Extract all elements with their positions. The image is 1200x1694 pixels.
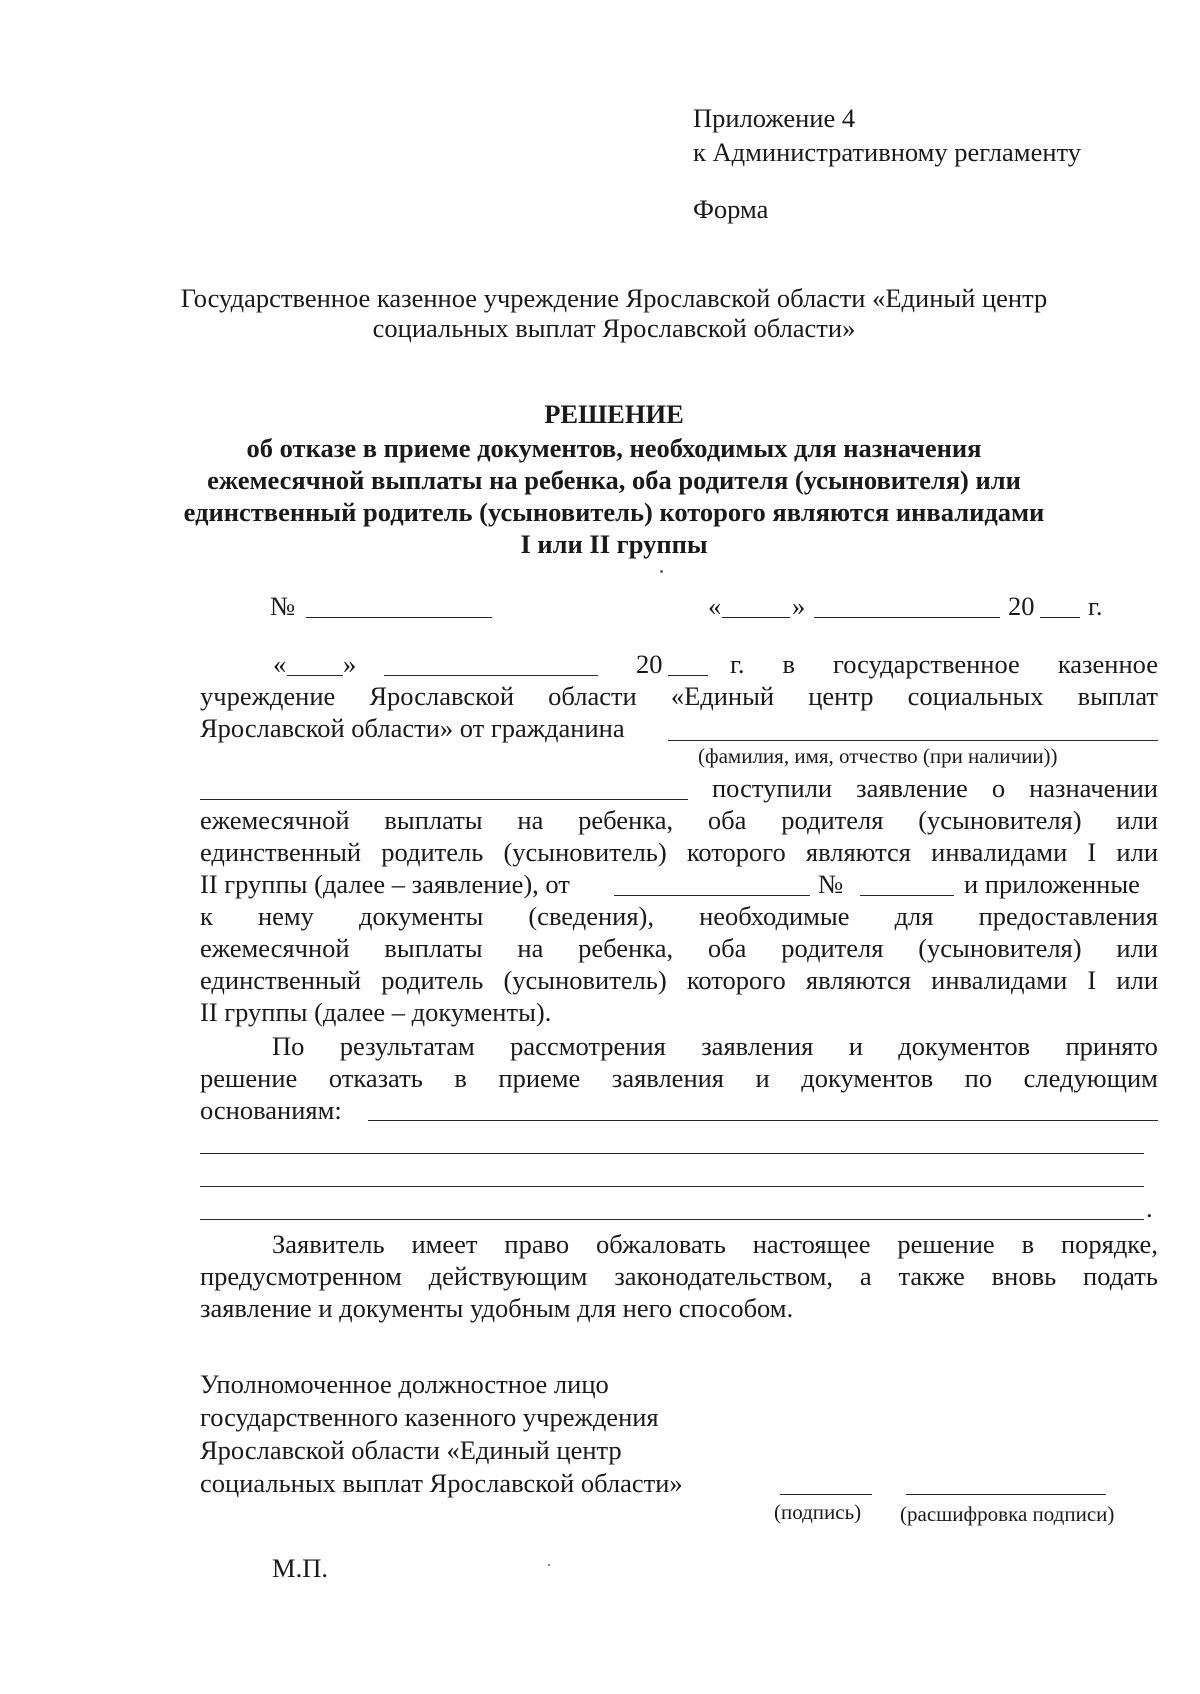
p1-line-7-a: II группы (далее – заявление), от — [200, 869, 570, 899]
number-sign: № — [270, 591, 296, 621]
word: назначении — [1029, 773, 1158, 803]
p1-line-9 — [200, 932, 1158, 964]
word: к — [200, 901, 213, 931]
receipt-day-field[interactable] — [287, 675, 343, 676]
decision-title: РЕШЕНИЕ — [544, 399, 684, 429]
p1-line-4 — [712, 772, 1158, 804]
word: нему — [257, 901, 314, 931]
word: г. — [730, 649, 745, 679]
p3-line-2 — [200, 1260, 1158, 1292]
word: приеме — [498, 1063, 581, 1093]
applicant-name-field-continued[interactable] — [200, 799, 688, 800]
word: законодательством, — [614, 1261, 834, 1291]
word: порядке, — [1060, 1229, 1158, 1259]
p2-line-2 — [200, 1062, 1158, 1094]
word: или — [1116, 933, 1158, 963]
word: на — [517, 933, 544, 963]
appendix-number: Приложение 4 — [693, 103, 856, 133]
word: имеет — [411, 1229, 478, 1259]
word: предусмотренном — [200, 1261, 402, 1291]
word: центр — [808, 681, 874, 711]
signature-field[interactable] — [780, 1494, 872, 1495]
year-prefix: 20 — [1008, 591, 1035, 621]
word: по — [964, 1063, 993, 1093]
official-line-2: государственного казенного учреждения — [200, 1402, 659, 1432]
word: ежемесячной — [200, 805, 350, 835]
word: а — [859, 1261, 872, 1291]
word: ребенка, — [578, 933, 674, 963]
signature-decode-field[interactable] — [906, 1494, 1106, 1495]
official-line-4: социальных выплат Ярославской области» — [200, 1468, 683, 1498]
word: поступили — [712, 773, 833, 803]
word: Заявитель — [272, 1229, 385, 1259]
decision-subtitle-3: единственный родитель (усыновитель) которого являются инвалидами — [183, 497, 1045, 527]
word: действующим — [428, 1261, 588, 1291]
p1-line-11: II группы (далее – документы). — [200, 997, 552, 1027]
p2-line-1 — [272, 1030, 1158, 1062]
word: или — [1116, 805, 1158, 835]
word: отказать — [328, 1063, 423, 1093]
p1-line-5 — [200, 804, 1158, 836]
word: в — [454, 1063, 467, 1093]
word: учреждение — [200, 681, 336, 711]
decision-subtitle-1: об отказе в приеме документов, необходимых для назначения — [246, 433, 982, 463]
word: По — [272, 1031, 305, 1061]
signature-decode-caption: (расшифровка подписи) — [900, 1502, 1115, 1526]
word: области — [548, 681, 637, 711]
word: подать — [1083, 1261, 1158, 1291]
word: в — [1021, 1229, 1035, 1259]
official-line-3: Ярославской области «Единый центр — [200, 1435, 622, 1465]
application-number-sign: № — [818, 869, 844, 899]
rejection-reasons-field-1[interactable] — [368, 1120, 1158, 1121]
word: принято — [1065, 1031, 1158, 1061]
application-date-field[interactable] — [614, 895, 810, 896]
signature-caption: (подпись) — [774, 1500, 862, 1524]
rejection-reasons-end: . — [1146, 1193, 1153, 1223]
word: для — [894, 901, 934, 931]
form-label: Форма — [693, 194, 769, 224]
word: предоставления — [978, 901, 1158, 931]
p1-line-1-tail — [730, 648, 1158, 680]
p1-line-7-b: и приложенные — [964, 869, 1140, 899]
decision-subtitle-4: I или II группы — [520, 529, 708, 559]
word: право — [504, 1229, 570, 1259]
word: социальных — [907, 681, 1044, 711]
word: о — [991, 773, 1006, 803]
institution-line-1: Государственное казенное учреждение Ярославской области «Единый центр — [180, 283, 1048, 313]
scan-speck — [660, 570, 663, 573]
receipt-month-field[interactable] — [384, 675, 598, 676]
word: государственное — [833, 649, 1020, 679]
word: казенное — [1057, 649, 1158, 679]
word: ежемесячной — [200, 933, 350, 963]
word: результатам — [339, 1031, 475, 1061]
word: решение — [897, 1229, 995, 1259]
word: (усыновителя) — [918, 805, 1082, 835]
word: оба — [707, 933, 747, 963]
word: следующим — [1023, 1063, 1158, 1093]
decision-month-field[interactable] — [814, 617, 1000, 618]
p1-year-prefix: 20 — [636, 649, 663, 679]
p1-line-3: Ярославской области» от гражданина — [200, 713, 625, 743]
stamp-place: М.П. — [272, 1553, 328, 1583]
word: и — [848, 1031, 863, 1061]
word: необходимые — [699, 901, 850, 931]
year-suffix: г. — [1088, 591, 1103, 621]
word: решение — [200, 1063, 298, 1093]
word: вновь — [991, 1261, 1057, 1291]
application-number-field[interactable] — [860, 895, 954, 896]
word: (сведения), — [528, 901, 654, 931]
word: оба — [707, 805, 747, 835]
word: на — [517, 805, 544, 835]
rejection-reasons-field-2[interactable] — [200, 1153, 1144, 1154]
rejection-reasons-field-4[interactable] — [200, 1219, 1144, 1220]
p1-close-quote: » — [343, 649, 357, 679]
word: и — [755, 1063, 770, 1093]
decision-subtitle-2: ежемесячной выплаты на ребенка, оба родителя (усыновителя) или — [207, 465, 1021, 495]
p1-line-8 — [200, 900, 1158, 932]
word: настоящее — [752, 1229, 871, 1259]
word: выплат — [1077, 681, 1158, 711]
p3-line-1 — [272, 1228, 1158, 1260]
word: документов — [898, 1031, 1031, 1061]
p2-line-3: основаниям: — [200, 1095, 342, 1125]
decision-day-field[interactable] — [722, 617, 790, 618]
p3-line-3: заявление и документы удобным для него способом. — [200, 1293, 794, 1323]
word: «Единый — [670, 681, 775, 711]
word: ребенка, — [578, 805, 674, 835]
word: обжаловать — [596, 1229, 726, 1259]
word: родителя — [781, 805, 884, 835]
word: заявления — [611, 1063, 724, 1093]
word: документы — [359, 901, 484, 931]
p1-open-quote: « — [273, 649, 287, 679]
word: родителя — [781, 933, 884, 963]
word: в — [782, 649, 796, 679]
word: рассмотрения — [510, 1031, 666, 1061]
word: заявления — [701, 1031, 814, 1061]
p1-line-10: единственный родитель (усыновитель) которого являются инвалидами I или — [200, 965, 1158, 995]
word: (усыновителя) — [918, 933, 1082, 963]
official-line-1: Уполномоченное должностное лицо — [200, 1369, 609, 1399]
applicant-name-caption: (фамилия, имя, отчество (при наличии)) — [698, 744, 1058, 768]
p1-line-6: единственный родитель (усыновитель) которого являются инвалидами I или — [200, 837, 1158, 867]
scan-speck — [548, 1564, 550, 1566]
rejection-reasons-field-3[interactable] — [200, 1186, 1144, 1187]
decision-number-field[interactable] — [306, 617, 492, 618]
word: также — [898, 1261, 965, 1291]
appendix-reference: к Административному регламенту — [693, 137, 1081, 167]
word: выплаты — [384, 805, 483, 835]
word: Ярославской — [369, 681, 515, 711]
date-open-quote: « — [708, 591, 722, 621]
word: выплаты — [384, 933, 483, 963]
decision-year-field[interactable] — [1040, 617, 1080, 618]
applicant-name-field[interactable] — [668, 740, 1158, 741]
date-close-quote: » — [792, 591, 806, 621]
receipt-year-field[interactable] — [668, 675, 708, 676]
institution-line-2: социальных выплат Ярославской области» — [372, 313, 856, 343]
p1-line-2 — [200, 680, 1158, 712]
word: заявление — [856, 773, 968, 803]
word: документов — [801, 1063, 934, 1093]
